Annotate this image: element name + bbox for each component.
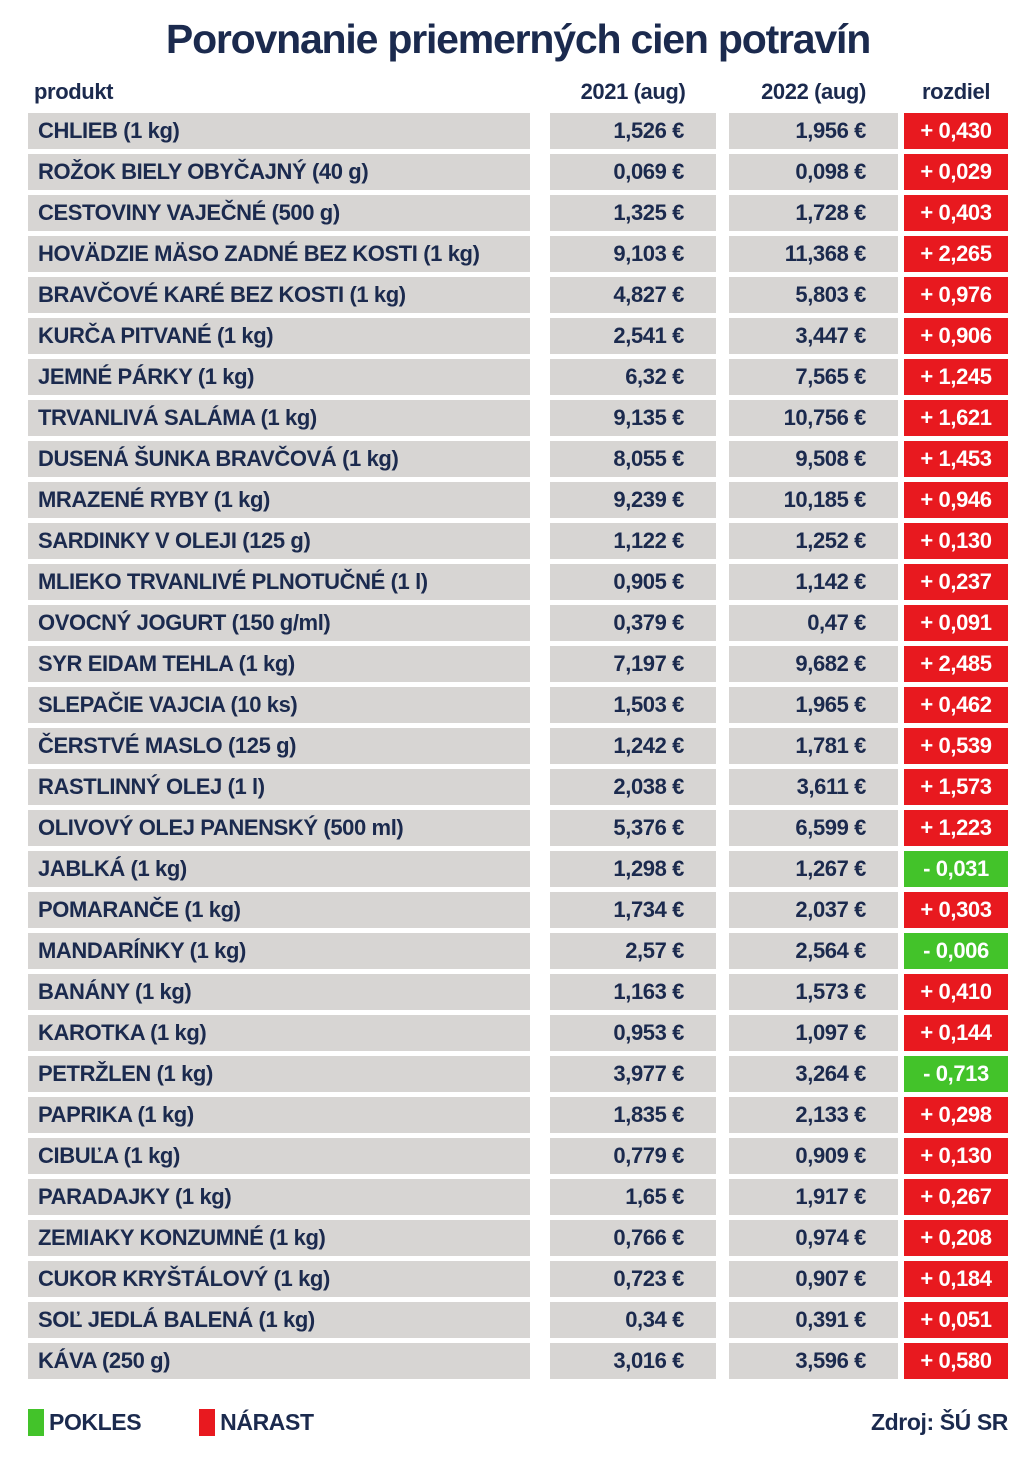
price-2022: 2,037 € bbox=[729, 892, 898, 928]
product-name: CESTOVINY VAJEČNÉ (500 g) bbox=[28, 195, 530, 231]
column-header-diff: rozdiel bbox=[921, 79, 991, 104]
price-2021: 2,57 € bbox=[550, 933, 716, 969]
price-2022: 1,728 € bbox=[729, 195, 898, 231]
product-name: OLIVOVÝ OLEJ PANENSKÝ (500 ml) bbox=[28, 810, 530, 846]
price-2021: 1,298 € bbox=[550, 851, 716, 887]
price-2021: 1,122 € bbox=[550, 523, 716, 559]
price-2021: 1,503 € bbox=[550, 687, 716, 723]
price-2021: 0,379 € bbox=[550, 605, 716, 641]
price-2022: 10,185 € bbox=[729, 482, 898, 518]
price-2021: 0,34 € bbox=[550, 1302, 716, 1338]
product-name: RASTLINNÝ OLEJ (1 l) bbox=[28, 769, 530, 805]
table-row bbox=[28, 646, 1008, 682]
column-header-2022: 2022 (aug) bbox=[761, 79, 866, 104]
table-row bbox=[28, 113, 1008, 149]
product-name: PETRŽLEN (1 kg) bbox=[28, 1056, 530, 1092]
price-table bbox=[28, 79, 1008, 1379]
price-2021: 1,242 € bbox=[550, 728, 716, 764]
price-2022: 9,508 € bbox=[729, 441, 898, 477]
price-2022: 10,756 € bbox=[729, 400, 898, 436]
source-credit: Zdroj: ŠÚ SR bbox=[870, 1409, 1008, 1435]
price-2021: 1,835 € bbox=[550, 1097, 716, 1133]
price-2022: 9,682 € bbox=[729, 646, 898, 682]
table-row bbox=[28, 769, 1008, 805]
price-2021: 1,325 € bbox=[550, 195, 716, 231]
price-2021: 0,779 € bbox=[550, 1138, 716, 1174]
price-2022: 0,098 € bbox=[729, 154, 898, 190]
price-2021: 2,541 € bbox=[550, 318, 716, 354]
diff-badge: + 0,976 bbox=[904, 277, 1008, 313]
diff-badge: + 0,403 bbox=[904, 195, 1008, 231]
legend-decrease bbox=[28, 1409, 141, 1436]
price-2022: 3,264 € bbox=[729, 1056, 898, 1092]
price-2022: 1,267 € bbox=[729, 851, 898, 887]
diff-badge: + 1,621 bbox=[904, 400, 1008, 436]
price-2021: 0,905 € bbox=[550, 564, 716, 600]
legend-increase bbox=[199, 1409, 313, 1436]
product-name: BRAVČOVÉ KARÉ BEZ KOSTI (1 kg) bbox=[28, 277, 530, 313]
table-header bbox=[28, 79, 1008, 105]
table-row bbox=[28, 1261, 1008, 1297]
table-row bbox=[28, 195, 1008, 231]
table-row bbox=[28, 1015, 1008, 1051]
table-row bbox=[28, 277, 1008, 313]
diff-badge: + 0,303 bbox=[904, 892, 1008, 928]
price-2022: 2,564 € bbox=[729, 933, 898, 969]
product-name: POMARANČE (1 kg) bbox=[28, 892, 530, 928]
table-row bbox=[28, 851, 1008, 887]
price-2022: 2,133 € bbox=[729, 1097, 898, 1133]
price-2021: 1,163 € bbox=[550, 974, 716, 1010]
price-2021: 4,827 € bbox=[550, 277, 716, 313]
price-2022: 0,907 € bbox=[729, 1261, 898, 1297]
diff-badge: + 1,245 bbox=[904, 359, 1008, 395]
table-row bbox=[28, 523, 1008, 559]
table-row bbox=[28, 1220, 1008, 1256]
product-name: MLIEKO TRVANLIVÉ PLNOTUČNÉ (1 l) bbox=[28, 564, 530, 600]
diff-badge: + 0,580 bbox=[904, 1343, 1008, 1379]
product-name: KAROTKA (1 kg) bbox=[28, 1015, 530, 1051]
price-2021: 0,953 € bbox=[550, 1015, 716, 1051]
price-2022: 7,565 € bbox=[729, 359, 898, 395]
table-row bbox=[28, 1056, 1008, 1092]
diff-badge: + 0,267 bbox=[904, 1179, 1008, 1215]
price-2021: 3,016 € bbox=[550, 1343, 716, 1379]
price-2021: 3,977 € bbox=[550, 1056, 716, 1092]
diff-badge: + 2,265 bbox=[904, 236, 1008, 272]
product-name: HOVÄDZIE MÄSO ZADNÉ BEZ KOSTI (1 kg) bbox=[28, 236, 530, 272]
column-header-2021: 2021 (aug) bbox=[580, 79, 686, 104]
column-header-product: produkt bbox=[34, 79, 114, 104]
table-row bbox=[28, 1097, 1008, 1133]
page-title: Porovnanie priemerných cien potravín bbox=[165, 16, 871, 62]
table-row bbox=[28, 728, 1008, 764]
table-row bbox=[28, 933, 1008, 969]
table-row bbox=[28, 482, 1008, 518]
price-2021: 2,038 € bbox=[550, 769, 716, 805]
price-2022: 0,974 € bbox=[729, 1220, 898, 1256]
price-2022: 5,803 € bbox=[729, 277, 898, 313]
price-2022: 1,781 € bbox=[729, 728, 898, 764]
diff-badge: + 0,462 bbox=[904, 687, 1008, 723]
diff-badge: + 0,946 bbox=[904, 482, 1008, 518]
product-name: SOĽ JEDLÁ BALENÁ (1 kg) bbox=[28, 1302, 530, 1338]
diff-badge: + 0,184 bbox=[904, 1261, 1008, 1297]
product-name: KURČA PITVANÉ (1 kg) bbox=[28, 318, 530, 354]
product-name: JABLKÁ (1 kg) bbox=[28, 851, 530, 887]
table-row bbox=[28, 400, 1008, 436]
product-name: SYR EIDAM TEHLA (1 kg) bbox=[28, 646, 530, 682]
footer bbox=[28, 1409, 1008, 1436]
table-row bbox=[28, 318, 1008, 354]
price-2022: 1,142 € bbox=[729, 564, 898, 600]
diff-badge: + 0,130 bbox=[904, 523, 1008, 559]
product-name: SLEPAČIE VAJCIA (10 ks) bbox=[28, 687, 530, 723]
table-row bbox=[28, 1302, 1008, 1338]
product-name: PARADAJKY (1 kg) bbox=[28, 1179, 530, 1215]
price-2021: 5,376 € bbox=[550, 810, 716, 846]
table-row bbox=[28, 892, 1008, 928]
price-2021: 9,135 € bbox=[550, 400, 716, 436]
price-2022: 11,368 € bbox=[729, 236, 898, 272]
price-2021: 9,103 € bbox=[550, 236, 716, 272]
price-2022: 1,097 € bbox=[729, 1015, 898, 1051]
product-name: DUSENÁ ŠUNKA BRAVČOVÁ (1 kg) bbox=[28, 441, 530, 477]
price-2022: 3,447 € bbox=[729, 318, 898, 354]
price-2022: 0,47 € bbox=[729, 605, 898, 641]
price-2022: 1,252 € bbox=[729, 523, 898, 559]
diff-badge: + 2,485 bbox=[904, 646, 1008, 682]
price-2022: 1,917 € bbox=[729, 1179, 898, 1215]
product-name: MANDARÍNKY (1 kg) bbox=[28, 933, 530, 969]
table-row bbox=[28, 236, 1008, 272]
table-row bbox=[28, 810, 1008, 846]
decrease-swatch-icon bbox=[28, 1409, 44, 1436]
table-row bbox=[28, 441, 1008, 477]
diff-badge: + 0,906 bbox=[904, 318, 1008, 354]
price-2022: 1,573 € bbox=[729, 974, 898, 1010]
diff-badge: + 0,130 bbox=[904, 1138, 1008, 1174]
diff-badge: + 0,029 bbox=[904, 154, 1008, 190]
price-2021: 9,239 € bbox=[550, 482, 716, 518]
product-name: CUKOR KRYŠTÁLOVÝ (1 kg) bbox=[28, 1261, 530, 1297]
diff-badge: + 0,091 bbox=[904, 605, 1008, 641]
price-2022: 0,909 € bbox=[729, 1138, 898, 1174]
diff-badge: + 0,237 bbox=[904, 564, 1008, 600]
diff-badge: + 1,573 bbox=[904, 769, 1008, 805]
product-name: ČERSTVÉ MASLO (125 g) bbox=[28, 728, 530, 764]
table-body bbox=[28, 113, 1008, 1379]
product-name: KÁVA (250 g) bbox=[28, 1343, 530, 1379]
diff-badge: + 1,223 bbox=[904, 810, 1008, 846]
price-2021: 0,723 € bbox=[550, 1261, 716, 1297]
diff-badge: - 0,713 bbox=[904, 1056, 1008, 1092]
price-2022: 6,599 € bbox=[729, 810, 898, 846]
price-2022: 1,956 € bbox=[729, 113, 898, 149]
table-row bbox=[28, 564, 1008, 600]
table-row bbox=[28, 1343, 1008, 1379]
diff-badge: + 0,410 bbox=[904, 974, 1008, 1010]
product-name: CIBUĽA (1 kg) bbox=[28, 1138, 530, 1174]
price-2022: 0,391 € bbox=[729, 1302, 898, 1338]
diff-badge: + 0,208 bbox=[904, 1220, 1008, 1256]
table-row bbox=[28, 154, 1008, 190]
product-name: JEMNÉ PÁRKY (1 kg) bbox=[28, 359, 530, 395]
price-2021: 1,526 € bbox=[550, 113, 716, 149]
product-name: BANÁNY (1 kg) bbox=[28, 974, 530, 1010]
diff-badge: + 1,453 bbox=[904, 441, 1008, 477]
table-row bbox=[28, 687, 1008, 723]
diff-badge: + 0,144 bbox=[904, 1015, 1008, 1051]
table-row bbox=[28, 359, 1008, 395]
product-name: ZEMIAKY KONZUMNÉ (1 kg) bbox=[28, 1220, 530, 1256]
diff-badge: - 0,006 bbox=[904, 933, 1008, 969]
legend-increase-label: NÁRAST bbox=[220, 1409, 314, 1435]
price-2021: 7,197 € bbox=[550, 646, 716, 682]
diff-badge: - 0,031 bbox=[904, 851, 1008, 887]
product-name: PAPRIKA (1 kg) bbox=[28, 1097, 530, 1133]
price-2022: 3,611 € bbox=[729, 769, 898, 805]
table-row bbox=[28, 605, 1008, 641]
table-row bbox=[28, 1138, 1008, 1174]
product-name: TRVANLIVÁ SALÁMA (1 kg) bbox=[28, 400, 530, 436]
product-name: CHLIEB (1 kg) bbox=[28, 113, 530, 149]
diff-badge: + 0,298 bbox=[904, 1097, 1008, 1133]
increase-swatch-icon bbox=[199, 1409, 215, 1436]
product-name: MRAZENÉ RYBY (1 kg) bbox=[28, 482, 530, 518]
product-name: SARDINKY V OLEJI (125 g) bbox=[28, 523, 530, 559]
table-row bbox=[28, 1179, 1008, 1215]
table-row bbox=[28, 974, 1008, 1010]
diff-badge: + 0,539 bbox=[904, 728, 1008, 764]
price-2022: 1,965 € bbox=[729, 687, 898, 723]
product-name: OVOCNÝ JOGURT (150 g/ml) bbox=[28, 605, 530, 641]
legend-decrease-label: POKLES bbox=[49, 1409, 142, 1435]
price-2021: 6,32 € bbox=[550, 359, 716, 395]
price-2021: 1,65 € bbox=[550, 1179, 716, 1215]
diff-badge: + 0,051 bbox=[904, 1302, 1008, 1338]
price-2021: 0,766 € bbox=[550, 1220, 716, 1256]
product-name: ROŽOK BIELY OBYČAJNÝ (40 g) bbox=[28, 154, 530, 190]
price-2021: 0,069 € bbox=[550, 154, 716, 190]
diff-badge: + 0,430 bbox=[904, 113, 1008, 149]
price-2021: 1,734 € bbox=[550, 892, 716, 928]
price-2021: 8,055 € bbox=[550, 441, 716, 477]
price-2022: 3,596 € bbox=[729, 1343, 898, 1379]
